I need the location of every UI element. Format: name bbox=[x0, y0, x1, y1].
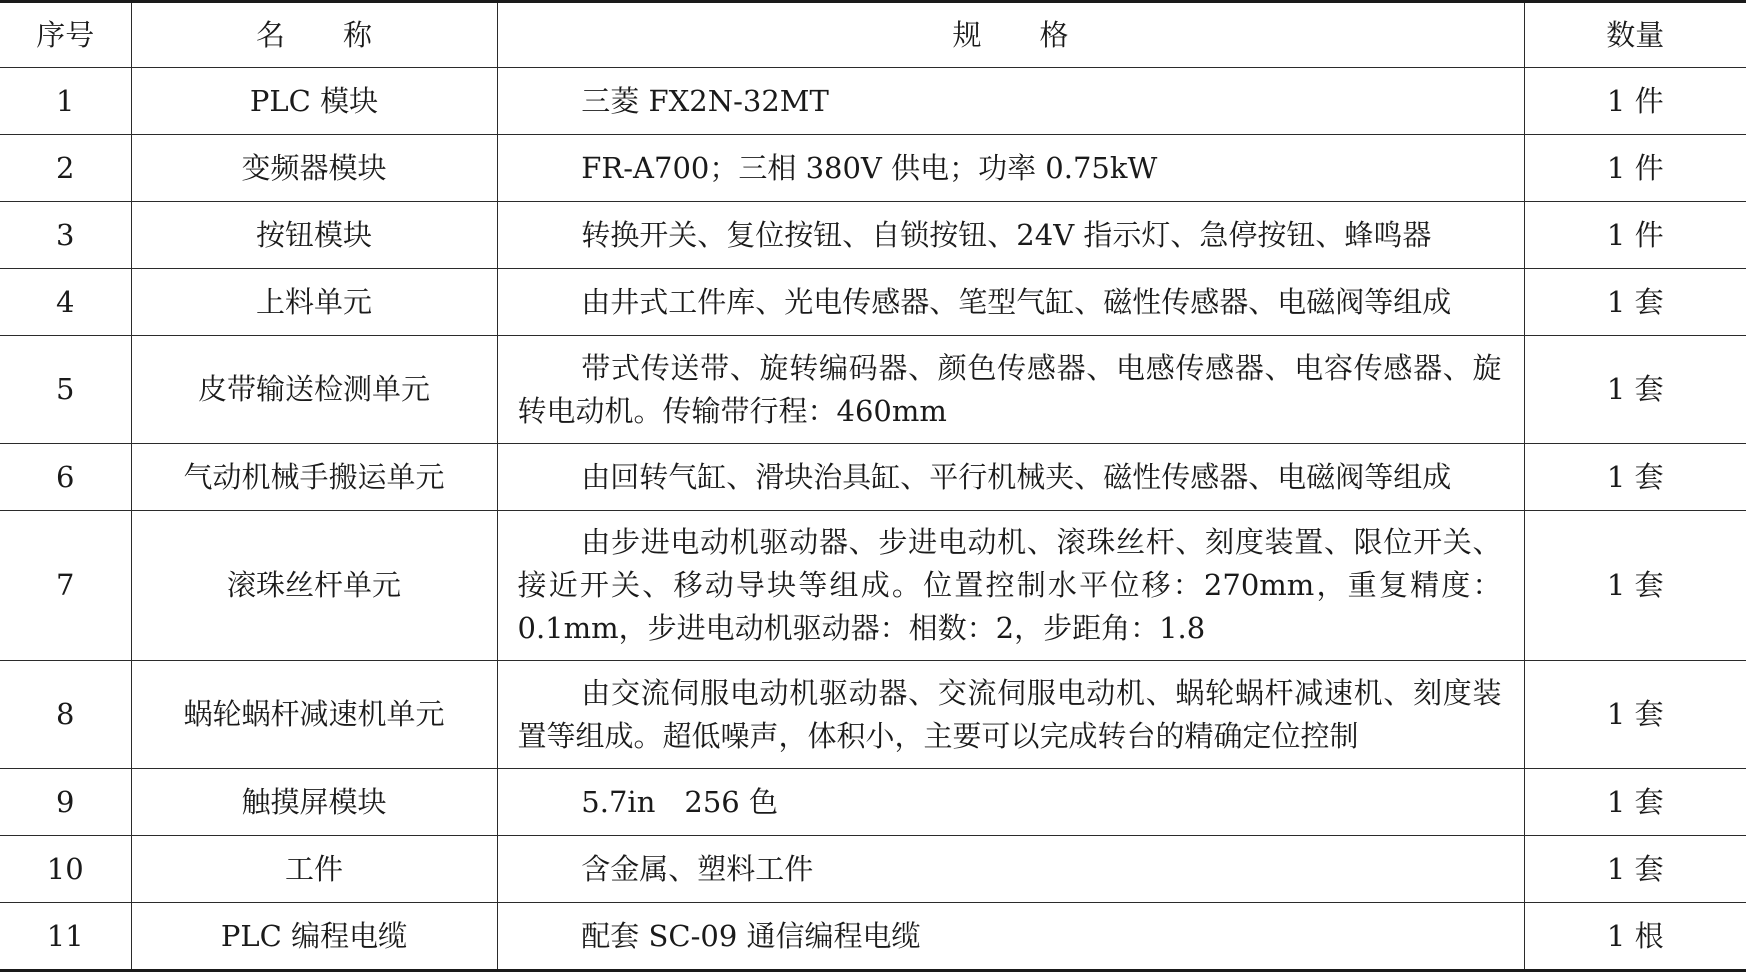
row-no: 11 bbox=[0, 903, 131, 971]
row-name: 工件 bbox=[131, 836, 497, 903]
table-row bbox=[0, 68, 1746, 135]
row-spec: 由交流伺服电动机驱动器、交流伺服电动机、蜗轮蜗杆减速机、刻度装置等组成。超低噪声，体积小，主要可以完成转台的精确定位控制 bbox=[497, 661, 1524, 769]
row-no: 10 bbox=[0, 836, 131, 903]
row-no: 1 bbox=[0, 68, 131, 135]
row-no: 8 bbox=[0, 661, 131, 769]
row-name: 上料单元 bbox=[131, 269, 497, 336]
table-row bbox=[0, 444, 1746, 511]
header-row bbox=[0, 2, 1746, 68]
row-name: PLC 编程电缆 bbox=[131, 903, 497, 971]
row-qty: 1 件 bbox=[1524, 135, 1746, 202]
row-qty: 1 套 bbox=[1524, 836, 1746, 903]
table-row bbox=[0, 836, 1746, 903]
row-qty: 1 套 bbox=[1524, 444, 1746, 511]
table-row bbox=[0, 336, 1746, 444]
header-qty: 数量 bbox=[1524, 2, 1746, 68]
row-qty: 1 套 bbox=[1524, 269, 1746, 336]
table-row bbox=[0, 903, 1746, 971]
table-row bbox=[0, 511, 1746, 661]
row-no: 5 bbox=[0, 336, 131, 444]
row-spec: 由井式工件库、光电传感器、笔型气缸、磁性传感器、电磁阀等组成 bbox=[497, 269, 1524, 336]
row-no: 2 bbox=[0, 135, 131, 202]
row-name: 触摸屏模块 bbox=[131, 769, 497, 836]
row-spec: 含金属、塑料工件 bbox=[497, 836, 1524, 903]
row-name: PLC 模块 bbox=[131, 68, 497, 135]
row-qty: 1 套 bbox=[1524, 511, 1746, 661]
table-row bbox=[0, 661, 1746, 769]
table-row bbox=[0, 769, 1746, 836]
row-no: 9 bbox=[0, 769, 131, 836]
row-qty: 1 套 bbox=[1524, 769, 1746, 836]
header-name: 名 称 bbox=[131, 2, 497, 68]
row-spec: FR-A700；三相 380V 供电；功率 0.75kW bbox=[497, 135, 1524, 202]
row-name: 变频器模块 bbox=[131, 135, 497, 202]
table-row bbox=[0, 135, 1746, 202]
row-spec: 5.7in 256 色 bbox=[497, 769, 1524, 836]
table-row bbox=[0, 202, 1746, 269]
row-name: 皮带输送检测单元 bbox=[131, 336, 497, 444]
row-name: 滚珠丝杆单元 bbox=[131, 511, 497, 661]
row-no: 6 bbox=[0, 444, 131, 511]
row-no: 4 bbox=[0, 269, 131, 336]
row-qty: 1 根 bbox=[1524, 903, 1746, 971]
row-name: 按钮模块 bbox=[131, 202, 497, 269]
row-no: 3 bbox=[0, 202, 131, 269]
row-spec: 由回转气缸、滑块治具缸、平行机械夹、磁性传感器、电磁阀等组成 bbox=[497, 444, 1524, 511]
row-spec: 配套 SC-09 通信编程电缆 bbox=[497, 903, 1524, 971]
row-qty: 1 件 bbox=[1524, 202, 1746, 269]
row-qty: 1 套 bbox=[1524, 336, 1746, 444]
row-qty: 1 套 bbox=[1524, 661, 1746, 769]
header-no: 序号 bbox=[0, 2, 131, 68]
row-spec: 三菱 FX2N-32MT bbox=[497, 68, 1524, 135]
table-row bbox=[0, 269, 1746, 336]
row-spec: 由步进电动机驱动器、步进电动机、滚珠丝杆、刻度装置、限位开关、接近开关、移动导块等组成。位置控制水平位移：270mm，重复精度：0.1mm，步进电动机驱动器：相数：2，步距角：1.8 bbox=[497, 511, 1524, 661]
row-no: 7 bbox=[0, 511, 131, 661]
row-name: 蜗轮蜗杆减速机单元 bbox=[131, 661, 497, 769]
row-spec: 转换开关、复位按钮、自锁按钮、24V 指示灯、急停按钮、蜂鸣器 bbox=[497, 202, 1524, 269]
header-spec: 规 格 bbox=[497, 2, 1524, 68]
row-spec: 带式传送带、旋转编码器、颜色传感器、电感传感器、电容传感器、旋转电动机。传输带行程：460mm bbox=[497, 336, 1524, 444]
row-name: 气动机械手搬运单元 bbox=[131, 444, 497, 511]
row-qty: 1 件 bbox=[1524, 68, 1746, 135]
